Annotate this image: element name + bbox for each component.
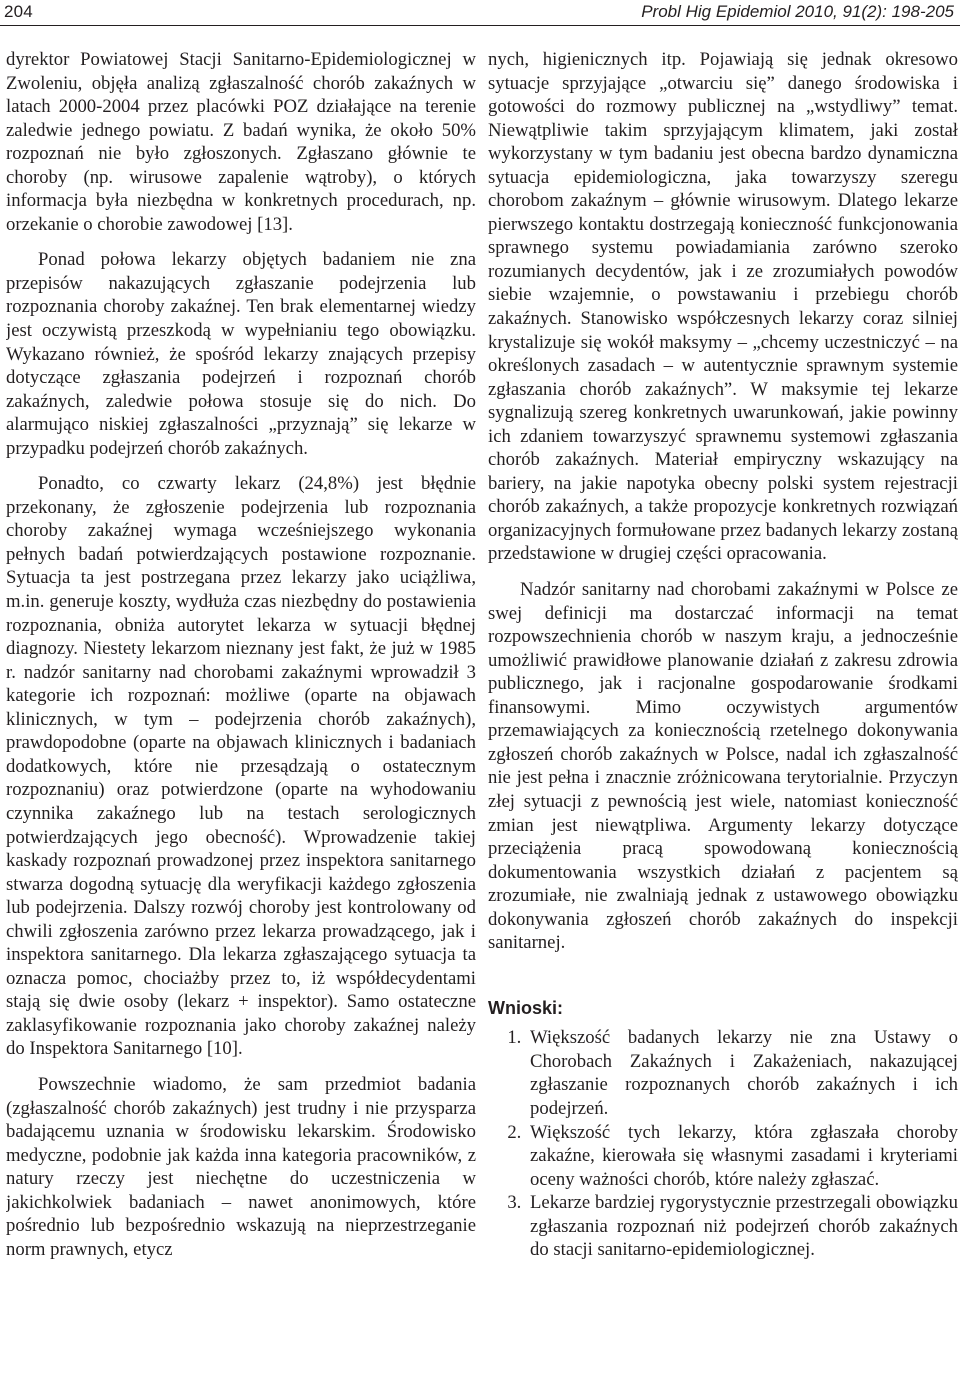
conclusions-list xyxy=(488,1026,958,1261)
right-column xyxy=(488,48,958,1384)
paragraph: Ponad połowa lekarzy objętych badaniem nie zna przepisów nakazujących zgłaszanie podejrzenia lub rozpoznania choroby zakaźnej. Ten brak elementarnej wiedzy jest oczywistą przeszkodą w wypełnianiu tego obowiązku. Wykazano również, że spośród lekarzy znających przepisy dotyczące zgłaszania podejrzeń i rozpoznań chorób zakaźnych, zaledwie połowa stosuje się do nich. Do alarmująco niskiej zgłaszalności „przyznają” się lekarze w przypadku podejrzeń chorób zakaźnych. xyxy=(6,249,476,459)
page-number: 204 xyxy=(4,2,33,21)
conclusion-item: 2. Większość tych lekarzy, która zgłaszała choroby zakaźne, kierowała się własnymi zasadami i kryteriami oceny ważności chorób, które należy zgłaszać. xyxy=(526,1121,958,1192)
paragraph: dyrektor Powiatowej Stacji Sanitarno-Epidemiologicznej w Zwoleniu, objęła analizą zgłaszalność chorób zakaźnych w latach 2000-2004 przez placówki POZ działające na terenie zaledwie jednego powiatu. Z badań wynika, że około 50% rozpoznań nie było zgłoszonych. Zgłaszano głównie te choroby (np. wirusowe zapalenie wątroby), o których informacja była niezbędna w konkretnych procedurach, np. orzekanie o chorobie zawodowej [13]. xyxy=(6,49,476,235)
journal-citation: Probl Hig Epidemiol 2010, 91(2): 198-205 xyxy=(641,2,954,21)
paragraph: Ponadto, co czwarty lekarz (24,8%) jest błędnie przekonany, że zgłoszenie podejrzenia lub rozpoznania choroby zakaźnej wymaga wcześniejszego wykonania pełnych badań potwierdzających postawione rozpoznanie. Sytuacja ta jest postrzegana przez lekarzy jako uciążliwa, m.in. generuje koszty, wydłuża czas niezbędny do postawienia rozpoznania, obniża autorytet lekarza w sytuacji błędnej diagnozy. Niestety lekarzom nieznany jest fakt, że już w 1985 r. nadzór sanitarny nad chorobami zakaźnymi wprowadził 3 kategorie ich rozpoznań: możliwe (oparte na objawach klinicznych, w tym – podejrzenia chorób zakaźnych), prawdopodobne (oparte na objawach klinicznych i badaniach dodatkowych, które nie przesądzają o ostatecznym rozpoznaniu) oraz potwierdzone (oparte na wyhodowaniu czynnika zakaźnego lub na testach serologicznych potwierdzających jego obecność). Wprowadzenie takiej kaskady rozpoznań prowadzonej przez inspektora sanitarnego stwarza dogodną sytuację dla weryfikacji każdego zgłoszenia lub podejrzenia. Dalszy rozwój choroby jest kontrolowany od chwili zgłoszenia zarówno przez lekarza prowadzącego, jak i inspektora sanitarnego. Dla lekarza zgłaszającego sytuacja ta oznacza pomoc, chociażby przez to, iż współdecydentami stają się dwie osoby (lekarz + inspektor). Samo ostateczne zaklasyfikowanie rozpoznania jako choroby zakaźnej należy do Inspektora Sanitarnego [10]. xyxy=(6,473,476,1060)
paragraph: Nadzór sanitarny nad chorobami zakaźnymi w Polsce ze swej definicji ma dostarczać informacji na temat rozpowszechnienia chorób w naszym kraju, a jednocześnie umożliwić prawidłowe planowanie działań z zakresu zdrowia publicznego, jak i racjonalne gospodarowanie środkami finansowymi. Mimo oczywistych argumentów przemawiających za koniecznością rzetelnego dokonywania zgłoszeń chorób zakaźnych w Polsce, nadal ich zgłaszalność nie jest pełna i znacznie zróżnicowana terytorialnie. Przyczyn złej sytuacji z pewnością jest wiele, natomiast konieczność zmian jest niewątpliwa. Argumenty lekarzy dotyczące przeciążenia pracą spowodowaną koniecznością dokumentowania wszystkich działań z pacjentem są zrozumiałe, nie zwalniają jednak z ustawowego obowiązku dokonywania zgłoszeń chorób zakaźnych do inspekcji sanitarnej. xyxy=(488,579,958,954)
conclusions-heading: Wnioski: xyxy=(488,997,563,1018)
header-rule xyxy=(0,25,960,26)
conclusion-item: 3. Lekarze bardziej rygorystycznie przestrzegali obowiązku zgłaszania rozpoznań niż podejrzeń chorób zakaźnych do stacji sanitarno-epidemiologicznej. xyxy=(526,1191,958,1262)
paragraph: Powszechnie wiadomo, że sam przedmiot badania (zgłaszalność chorób zakaźnych) jest trudny i nie przysparza badającemu uznania w środowisku lekarskim. Środowisko medyczne, podobnie jak każda inna kategoria pracowników, z natury rzeczy jest niechętne do uczestniczenia w jakichkolwiek badaniach – nawet anonimowych, które pośrednio lub bezpośrednio wskazują na nieprzestrzeganie norm prawnych, etycz xyxy=(6,1073,476,1260)
conclusion-item: 1. Większość badanych lekarzy nie zna Ustawy o Chorobach Zakaźnych i Zakażeniach, nakazującej zgłaszanie rozpoznanych chorób zakaźnych i ich podejrzeń. xyxy=(526,1026,958,1120)
left-column xyxy=(6,48,476,1384)
page-header xyxy=(0,0,960,30)
paragraph: nych, higienicznych itp. Pojawiają się jednak okresowo sytuacje sprzyjające „otwarciu się” danego środowiska i gotowości do rozmowy publicznej na „wstydliwy” temat. Niewątpliwie takim sprzyjającym klimatem, jaki został wykorzystany w tym badaniu jest obecna bardzo dynamiczna sytuacja epidemiologiczna, jaka towarzyszy szeregu chorobom zakaźnym – głównie wirusowym. Dlatego lekarze pierwszego kontaktu dostrzegają konieczność funkcjonowania sprawnego systemu powiadamiania zarówno szeroko rozumianych decydentów, jak i ze zrozumiałych powodów siebie wzajemnie, o powstawaniu i przebiegu chorób zakaźnych. Stanowisko współczesnych lekarzy coraz silniej krystalizuje się wokół maksymy – „chcemy uczestniczyć – na określonych zasadach – w autentycznie sprawnym systemie zgłaszania chorób zakaźnych”. W maksymie tej lekarze sygnalizują szereg konkretnych uwarunkowań, jakie powinny ich zdaniem towarzyszyć sprawnemu systemowi zgłaszania chorób zakaźnych. Materiał empiryczny wskazujący na bariery, na jakie napotyka obecny polski system rejestracji chorób zakaźnych, a także propozycje konkretnych rozwiązań organizacyjnych formułowane przez badanych lekarzy zostaną przedstawione w drugiej części opracowania. xyxy=(488,49,958,565)
